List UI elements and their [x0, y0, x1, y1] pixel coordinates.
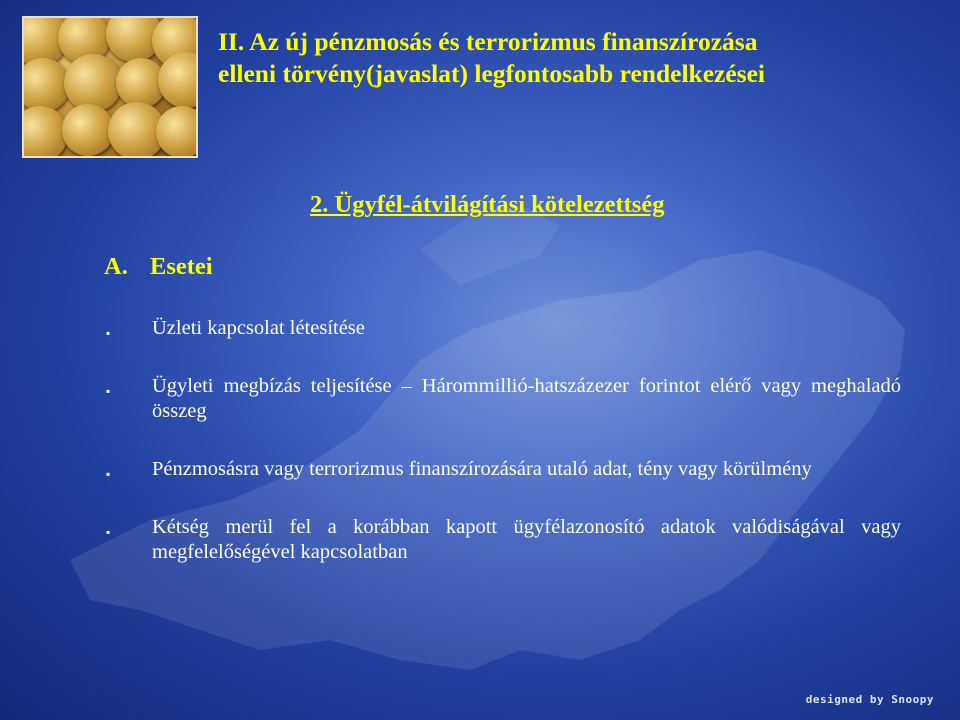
- section-heading: [104, 253, 213, 281]
- title-line-2: elleni törvény(javaslat) legfontosabb rendelkezései: [218, 59, 765, 88]
- designer-credit: designed by Snoopy: [805, 693, 934, 706]
- square-bullet-icon: ▪: [106, 326, 111, 340]
- coins-photo: [22, 16, 198, 158]
- list-item: [104, 457, 901, 482]
- bullet-text: Pénzmosásra vagy terrorizmus finanszírozására utaló adat, tény vagy körülmény: [152, 458, 812, 480]
- bullet-list: [104, 316, 901, 598]
- list-item: [104, 515, 901, 565]
- square-bullet-icon: ▪: [106, 384, 111, 398]
- title-line-1: II. Az új pénzmosás és terrorizmus finanszírozása: [218, 27, 758, 56]
- section-letter: A.: [104, 253, 128, 280]
- list-item: [104, 316, 901, 341]
- bullet-text: Ügyleti megbízás teljesítése – Hárommillió-hatszázezer forintot elérő vagy meghaladó összeg: [152, 375, 901, 422]
- slide-subtitle: 2. Ügyfél-átvilágítási kötelezettség: [310, 191, 665, 218]
- slide-title: [218, 26, 938, 90]
- square-bullet-icon: ▪: [106, 467, 111, 481]
- section-label: Esetei: [150, 253, 213, 280]
- bullet-text: Üzleti kapcsolat létesítése: [152, 317, 365, 339]
- list-item: [104, 374, 901, 424]
- square-bullet-icon: ▪: [106, 525, 111, 539]
- bullet-text: Kétség merül fel a korábban kapott ügyfélazonosító adatok valódiságával vagy megfelelőségével kapcsolatban: [152, 516, 901, 563]
